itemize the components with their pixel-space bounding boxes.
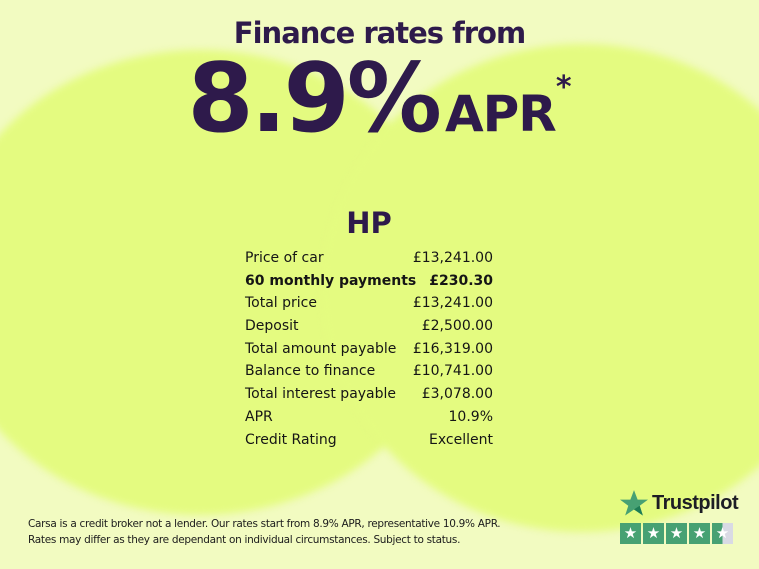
row-value: £13,241.00: [412, 295, 493, 312]
row-value: 10.9%: [448, 408, 493, 425]
row-label: Balance to finance: [245, 363, 376, 380]
row-label: Price of car: [245, 250, 324, 266]
table-row: [245, 386, 493, 409]
row-label: Deposit: [245, 318, 299, 335]
legal-disclaimer-line1: Carsa is a credit broker not a lender. Our rates start from 8.9% APR, representative 10.9% APR.: [28, 518, 501, 530]
table-row: [245, 250, 493, 273]
trustpilot-star-icon: [620, 490, 648, 517]
rating-star-icon: ★: [689, 523, 710, 544]
row-value: £3,078.00: [421, 386, 493, 403]
table-row: [245, 273, 493, 296]
row-label: APR: [245, 408, 273, 425]
row-label: 60 monthly payments: [245, 272, 417, 289]
trustpilot-wordmark: Trustpilot: [652, 492, 739, 514]
headline-kicker: Finance rates from: [233, 16, 526, 50]
row-value: £2,500.00: [421, 318, 493, 335]
rating-half-star-icon: ★: [712, 523, 733, 544]
table-row: [245, 295, 493, 318]
row-value: £16,319.00: [412, 340, 493, 357]
row-label: Total price: [245, 295, 317, 312]
rating-star-icon: ★: [666, 523, 687, 544]
rating-star-icon: ★: [620, 523, 641, 544]
finance-table-title: HP: [346, 206, 392, 240]
row-label: Credit Rating: [245, 431, 337, 448]
trustpilot-badge: [620, 490, 738, 544]
finance-table: [245, 206, 493, 454]
row-label: Total amount payable: [245, 340, 397, 357]
legal-disclaimer-line2: Rates may differ as they are dependant on individual circumstances. Subject to status.: [28, 534, 461, 546]
table-row: [245, 409, 493, 432]
row-value: £230.30: [429, 272, 493, 289]
legal-disclaimer: [28, 516, 588, 548]
table-row: [245, 318, 493, 341]
table-row: [245, 341, 493, 364]
rate-value: 8.9%: [187, 44, 439, 154]
table-row: [245, 363, 493, 386]
rate-suffix: APR: [444, 85, 556, 143]
trustpilot-rating-stars: [620, 523, 738, 544]
rate-asterisk: *: [555, 70, 572, 105]
trustpilot-logo: [620, 490, 738, 517]
table-row: [245, 432, 493, 455]
rating-star-icon: ★: [643, 523, 664, 544]
row-value: £10,741.00: [412, 363, 493, 380]
row-label: Total interest payable: [245, 386, 397, 403]
row-value: £13,241.00: [412, 250, 493, 266]
row-value: Excellent: [429, 431, 493, 448]
headline-rate-lockup: [0, 44, 759, 154]
